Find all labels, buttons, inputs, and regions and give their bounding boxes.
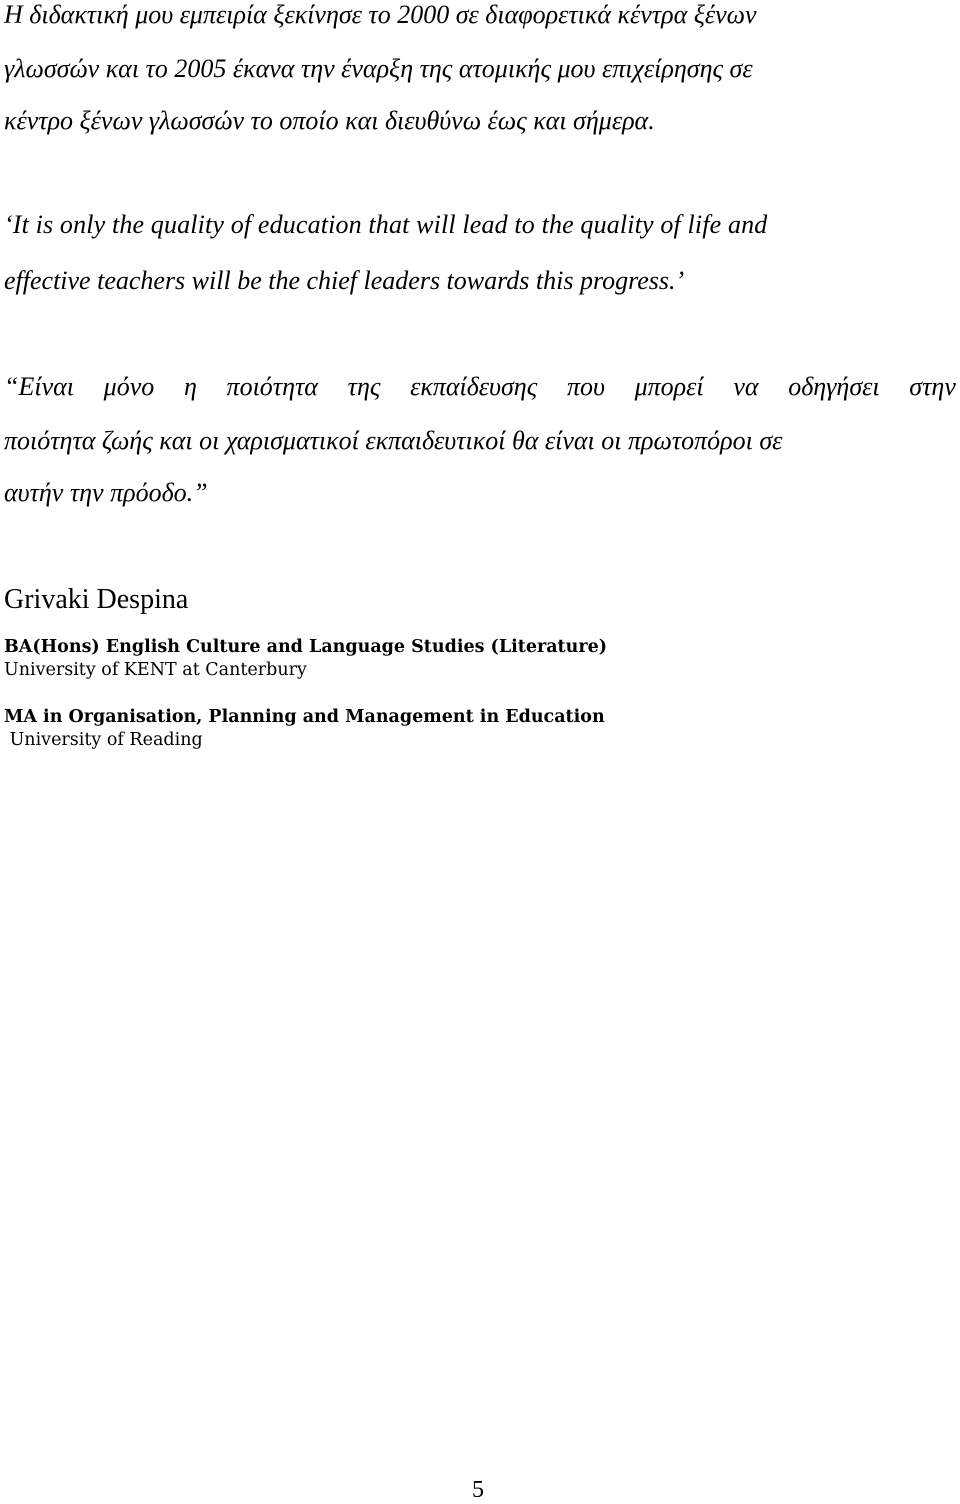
intro-line-1: Η διδακτική μου εμπειρία ξεκίνησε το 2000 σε διαφορετικά κέντρα ξένων <box>4 0 757 29</box>
university-reading: University of Reading <box>4 730 203 750</box>
author-name: Grivaki Despina <box>4 584 189 615</box>
intro-line-3: κέντρο ξένων γλωσσών το οποίο και διευθύνω έως και σήμερα. <box>4 106 655 135</box>
degree-ma: MA in Organisation, Planning and Management in Education <box>4 707 605 727</box>
greek-quote-line-2: ποιότητα ζωής και οι χαρισματικοί εκπαιδευτικοί θα είναι οι πρωτοπόροι σε <box>4 426 783 455</box>
greek-quote-word: να <box>733 372 759 401</box>
greek-quote-line-1 <box>4 372 956 402</box>
english-quote-line-2: effective teachers will be the chief leaders towards this progress.’ <box>4 266 685 295</box>
greek-quote-word: η <box>183 372 197 401</box>
greek-quote-word: “Είναι <box>4 372 74 401</box>
greek-quote-word: οδηγήσει <box>788 372 880 401</box>
greek-quote-word: της <box>347 372 381 401</box>
degree-ba: BA(Hons) English Culture and Language Studies (Literature) <box>4 637 607 657</box>
english-quote-line-1: ‘It is only the quality of education that will lead to the quality of life and <box>4 210 768 239</box>
greek-quote-word: στην <box>909 372 956 401</box>
greek-quote-line-3: αυτήν την πρόοδο.” <box>4 478 208 507</box>
greek-quote-word: ποιότητα <box>226 372 318 401</box>
university-kent: University of KENT at Canterbury <box>4 660 307 680</box>
greek-quote-word: μόνο <box>103 372 155 401</box>
greek-quote-word: που <box>566 372 605 401</box>
greek-quote-word: εκπαίδευσης <box>410 372 538 401</box>
greek-quote-word: μπορεί <box>634 372 704 401</box>
page-number: 5 <box>472 1477 484 1503</box>
intro-line-2: γλωσσών και το 2005 έκανα την έναρξη της ατομικής μου επιχείρησης σε <box>4 54 753 83</box>
